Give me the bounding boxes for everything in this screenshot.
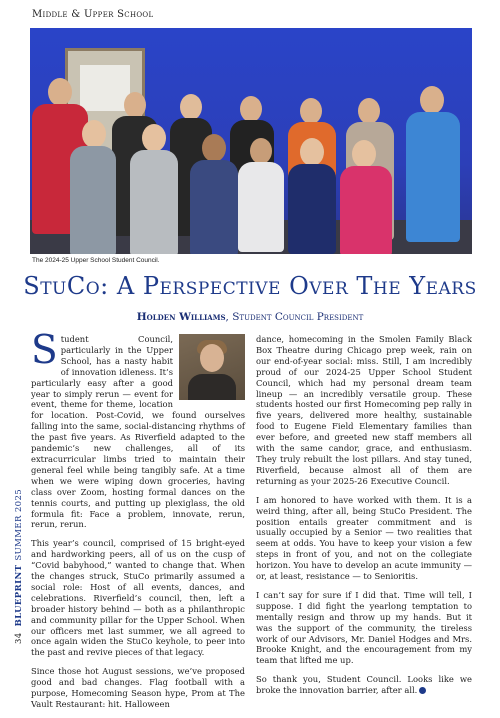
paragraph: dance, homecoming in the Smolen Family Black Box Theatre during Chicago prep week, rain on our end-of-year social: miss. Still, I am incredibly proud of our 2024-25 Upper School Student Council, which had my personal dream team lineup — an incredibly versatile group. These students hosted our first Homecoming pep rally in five years, delivered more healthy, sustainable food to Eugene Field Elementary families than ever before, and greeted new staff members all with the same candor, grace, and enthusiasm. They truly rebuilt the lost pillars. And stay tuned, Riverfield, because almost all of them are returning as your 2025-26 Executive Council. xyxy=(256,334,472,486)
paragraph: So thank you, Student Council. Looks like we broke the innovation barrier, after all. xyxy=(256,674,472,696)
photo-caption: The 2024-25 Upper School Student Council. xyxy=(32,257,160,264)
byline xyxy=(0,311,500,323)
author-name: Holden Williams xyxy=(136,311,226,323)
page-footer xyxy=(14,489,24,644)
author-portrait xyxy=(179,334,245,400)
author-role: , Student Council President xyxy=(225,311,364,323)
page-number: 34 xyxy=(14,632,24,644)
paragraph: tudent Council, particularly in the Upper School, has a nasty habit of innovation idleness. It’s particularly easy after a good year to simply rerun — event for event, theme for theme, location for location. Post-Covid, we found ourselves falling into the same, social-distancing rhythms of the past five years. As Riverfield adapted to the pandemic’s new challenges, all of its extracurricular limbs tried to maintain their general feel while being tangibly safe. At a time when we were wiping down groceries, having class over Zoom, hosting formal dances on the tennis courts, and putting up plexiglass, the old formula fit: Face a problem, innovate, rerun, rerun, rerun. xyxy=(31,334,245,530)
article-title: StuCo: A Perspective Over The Years xyxy=(23,272,477,300)
paragraph: I can’t say for sure if I did that. Time will tell, I suppose. I did fight the yearlong temptation to mentally resign and throw up my hands. But it was the support of the community, the tireless work of our Advisors, Mr. Daniel Hodges and Mrs. Brooke Knight, and the encouragement from my team that lifted me up. xyxy=(256,589,472,666)
drop-cap: S xyxy=(31,328,58,373)
end-mark-icon xyxy=(419,687,426,694)
paragraph: This year’s council, comprised of 15 bright-eyed and hardworking peers, all of us on the cusp of “Covid babyhood,” wanted to change that. When the changes struck, StuCo primarily assumed a social role: Host of all events, dances, and celebrations. Riverfield’s council, then, left a broader history behind — both as a philanthropic and community pillar for the Upper School. When our officers met last summer, we all agreed to once again widen the StuCo keyhole, to peer into the past and revive pieces of that legacy. xyxy=(31,538,245,658)
student-council-photo xyxy=(30,28,472,254)
section-label: Middle & Upper School xyxy=(32,9,154,20)
issue-label: SUMMER 2025 xyxy=(14,488,24,561)
photo-door-window xyxy=(80,65,130,111)
paragraph: I am honored to have worked with them. It is a weird thing, after all, being StuCo President. The position entails greater commitment and is usually occupied by a Senior — two realities that seem at odds. You have to keep your vision a few steps in front of you, and not on the collegiate horizon. You have to develop an acute immunity — or, at least, resistance — to Senioritis. xyxy=(256,494,472,582)
article-column-right xyxy=(256,334,472,704)
publication-name: BLUEPRINT xyxy=(14,564,24,627)
article-column-left xyxy=(31,328,245,718)
paragraph: Since those hot August sessions, we’ve proposed good and bad changes. Flag football with a purpose, Homecoming Season hype, Prom at The Vault Restaurant: hit. Halloween xyxy=(31,666,245,709)
